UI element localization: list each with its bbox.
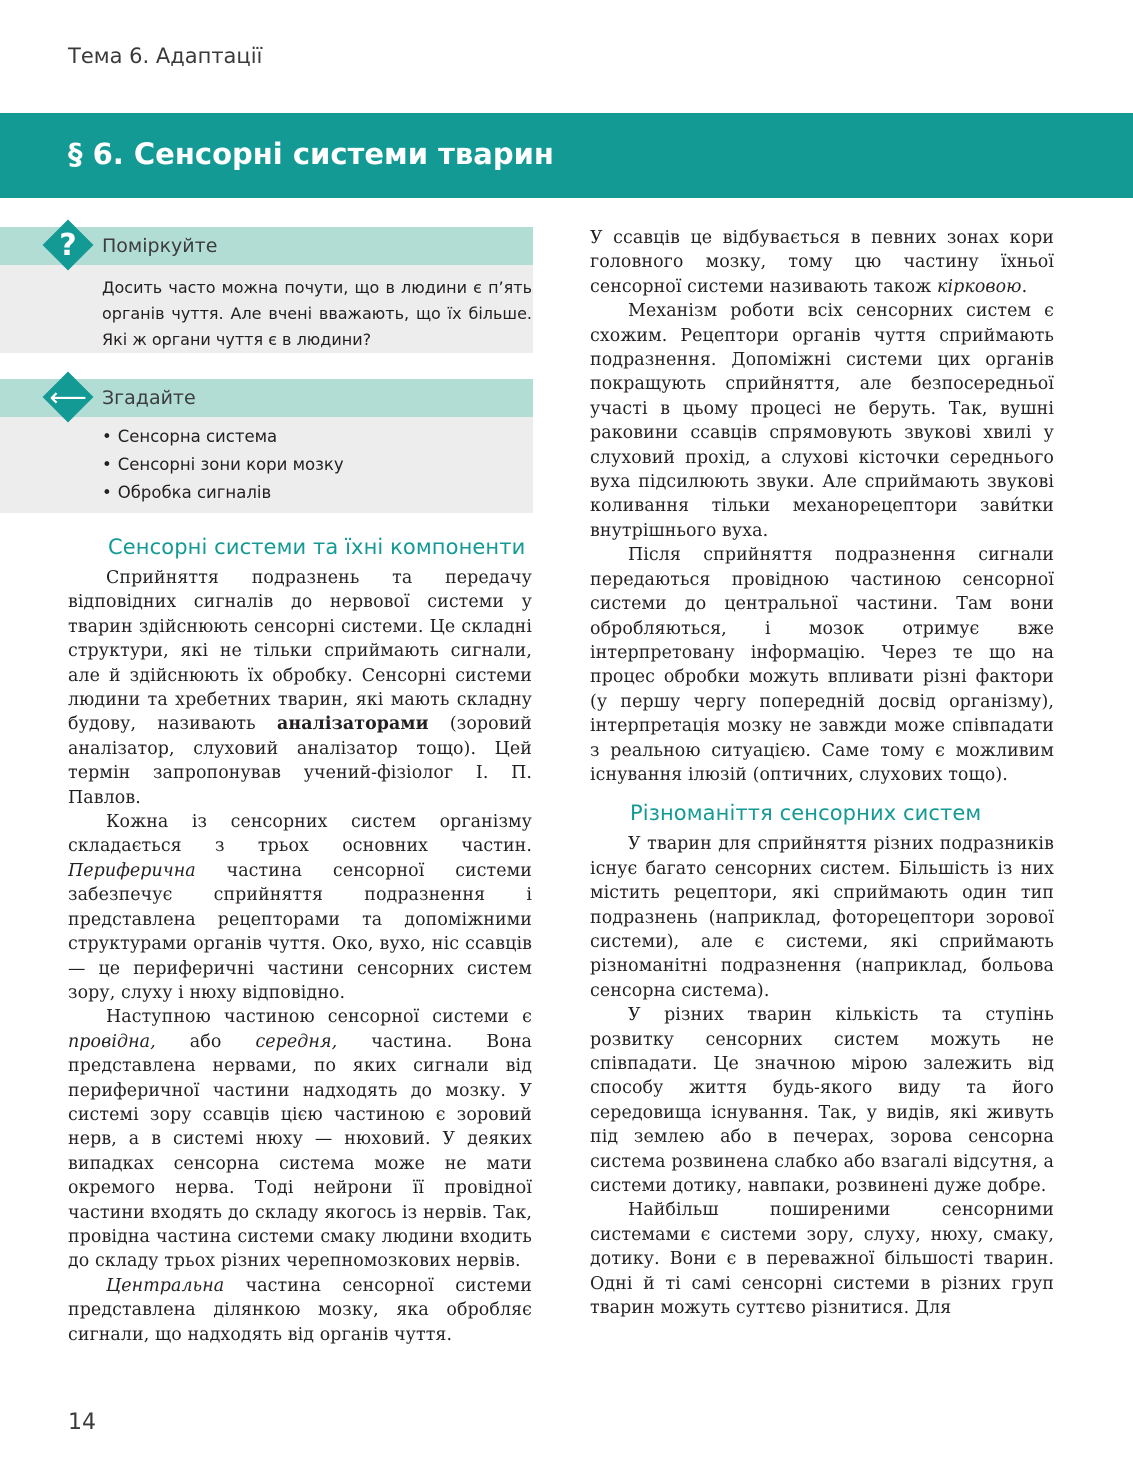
list-item: • Сенсорна система — [102, 423, 532, 451]
question-mark-icon: ? — [59, 228, 77, 263]
running-head: Тема 6. Адаптації — [68, 44, 263, 68]
paragraph: Сприйняття подразнень та передачу відповідних сигналів до нервової системи у тварин здійснюють сенсорні системи. Це складні структури, які не тільки сприймають сигнали, але й здійснюють їх обробку. Сенсорні системи людини та хребетних тварин, які мають складну будову, називають аналізаторами (зоровий аналізатор, слуховий аналізатор тощо). Цей термін запропонував учений-фізіолог І. П. Павлов. — [68, 568, 532, 808]
think-box-text: Досить часто можна почути, що в людини є п’ять органів чуття. Але вчені вважають, що їх більше. Які ж органи чуття є в людини? — [102, 278, 532, 349]
think-box-header — [0, 227, 533, 265]
paragraph: Механізм роботи всіх сенсорних систем є схожим. Рецептори органів чуття сприймають подразнення. Допоміжні системи цих органів покращують сприйняття, але безпосередньої участі в цьому процесі не беруть. Так, вушні раковини ссавців спрямовують звукові хвилі у слуховий прохід, а слухові кісточки середнього вуха підсилюють звуки. Але сприймають звукові коливання тільки механорецептори зави́тки внутрішнього вуха. — [590, 301, 1054, 541]
recall-box-body — [102, 423, 532, 507]
page-number: 14 — [68, 1410, 96, 1435]
recall-box-label: Згадайте — [102, 387, 196, 409]
term-bold: аналізаторами — [277, 714, 429, 735]
recall-box-header — [0, 379, 533, 417]
paragraph: У ссавців це відбувається в певних зонах кори головного мозку, тому цю частину їхньої сенсорної системи називають також кірковою. — [590, 228, 1054, 297]
page-title: § 6. Сенсорні системи тварин — [68, 137, 554, 171]
paragraph: Найбільш поширеними сенсорними системами є системи зору, слуху, нюху, смаку, дотику. Вони є в переважної більшості тварин. Одні й ті самі сенсорні системи в різних груп тварин можуть суттєво різнитися. Для — [590, 1200, 1054, 1319]
term-italic: Периферична — [68, 860, 196, 881]
paragraph: Центральна частина сенсорної системи представлена ділянкою мозку, яка обробляє сигнали, що надходять від органів чуття. — [68, 1275, 532, 1345]
arrow-left-icon: ⟵ — [49, 383, 87, 413]
paragraph: Кожна із сенсорних систем організму складається з трьох основних частин. Периферична частина сенсорної системи забезпечує сприйняття подразнення і представлена рецепторами та допоміжними структурами органів чуття. Око, вухо, ніс ссавців — це периферичні частини сенсорних систем зору, слуху і нюху відповідно. — [68, 812, 532, 1003]
list-item: • Обробка сигналів — [102, 479, 532, 507]
think-box — [0, 227, 533, 353]
right-column — [590, 226, 1054, 1320]
paragraph: Після сприйняття подразнення сигнали передаються провідною частиною сенсорної системи до центральної частини. Там вони обробляються, і мозок отримує вже інтерпретовану інформацію. Через те що на процес обробки можуть впливати різні фактори (у першу чергу попередній досвід організму), інтерпретація мозку не завжди може співпадати з реальною ситуацією. Саме тому є можливим існування ілюзій (оптичних, слухових тощо). — [590, 545, 1054, 785]
term-italic: кірковою — [936, 276, 1022, 297]
recall-box — [0, 379, 533, 513]
term-italic: провідна, — [68, 1031, 156, 1052]
term-italic: Центральна — [106, 1275, 225, 1296]
recall-list — [102, 423, 532, 507]
paragraph: У тварин для сприйняття різних подразників існує багато сенсорних систем. Більшість із них містить рецептори, які сприймають один тип подразнень (наприклад, фоторецептори зорової системи), але є системи, які сприймають різноманітні подразнення (наприклад, больова сенсорна система). — [590, 834, 1054, 1001]
think-box-label: Поміркуйте — [102, 235, 218, 257]
paragraph: Наступною частиною сенсорної системи є провідна, або середня, частина. Вона представлена нервами, по яких сигнали від периферичної частини надходять до мозку. У системі зору ссавців цією частиною є зоровий нерв, а в системі нюху — нюховий. У деяких випадках сенсорна система може не мати окремого нерва. Тоді нейрони її провідної частини входять до складу якогось із нервів. Так, провідна частина системи смаку людини входить до складу трьох різних черепномозкових нервів. — [68, 1007, 532, 1272]
paragraph: У різних тварин кількість та ступінь розвитку сенсорних систем можуть не співпадати. Це значною мірою залежить від способу життя будь-якого виду та його середовища існування. Так, у видів, які живуть під землею або в печерах, зорова сенсорна система розвинена слабко або взагалі відсутня, а системи дотику, навпаки, розвинені дуже добре. — [590, 1005, 1054, 1197]
section-heading: Сенсорні системи та їхні компоненти — [108, 535, 526, 559]
section-heading: Різноманіття сенсорних систем — [630, 801, 982, 826]
left-column — [68, 533, 532, 1347]
list-item: • Сенсорні зони кори мозку — [102, 451, 532, 479]
term-italic: середня, — [255, 1031, 338, 1052]
title-band — [0, 113, 1133, 198]
